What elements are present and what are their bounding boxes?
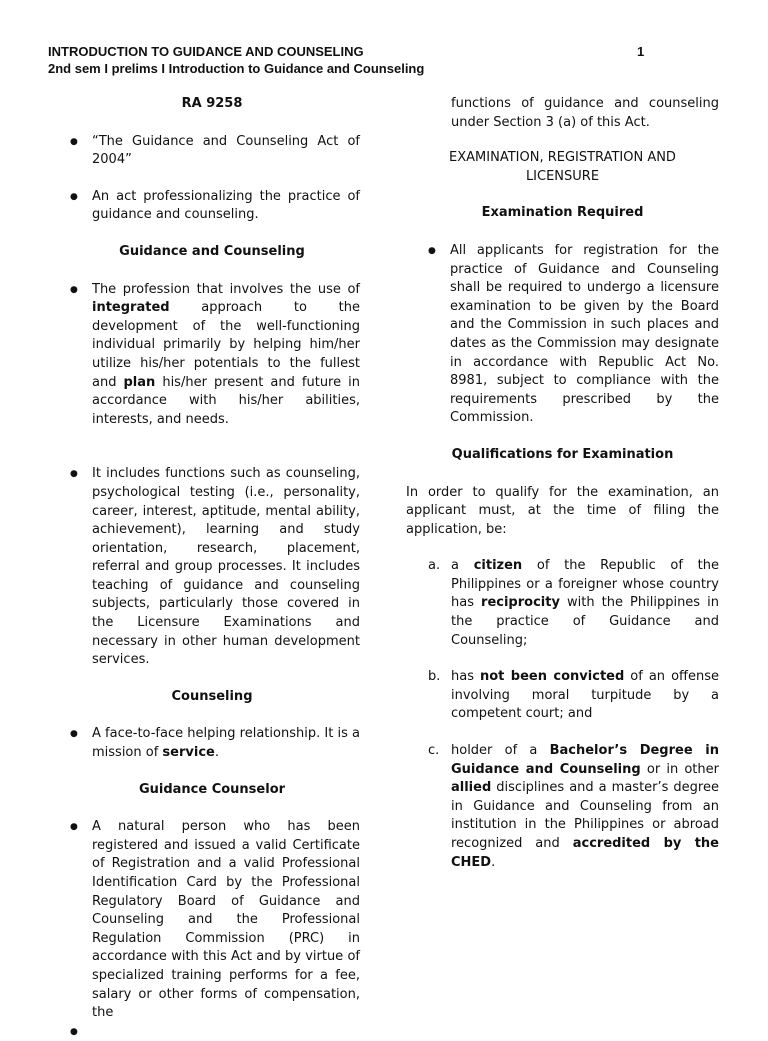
qualifications-list — [406, 557, 719, 872]
ra-heading: RA 9258 — [181, 96, 243, 111]
gc-heading: Guidance and Counseling — [119, 243, 305, 259]
gc-bullet-functions: ● It includes functions such as counseling, psychological testing (i.e., personality, career, interest, aptitude, mental ability, achievement), learning and study orientation, research, placement, referral and group processes. It includes teaching of guidance and counseling subjects, particularly those covered in the Licensure Examinations and necessary in other human development services. — [70, 465, 360, 670]
counseling-bullet-list — [70, 725, 360, 762]
page-number: 1 — [637, 44, 645, 59]
continuation-text: functions of guidance and counseling under Section 3 (a) of this Act. — [451, 96, 719, 130]
exam-bullet-list — [406, 242, 719, 428]
counselor-bullet-list — [70, 818, 360, 1041]
exam-registration-heading: EXAMINATION, REGISTRATION AND LICENSURE — [449, 150, 676, 184]
exam-bullet: ● All applicants for registration for the practice of Guidance and Counseling shall be required to undergo a licensure examination to be given by the Board and the Commission in such places and dates as the Commission may designate in accordance with Republic Act No. 8981, subject to compliance with the requirements prescribed by the Commission. — [428, 242, 719, 428]
qualifications-intro: In order to qualify for the examination, an applicant must, at the time of filing the application, be: — [406, 484, 719, 537]
qualification-item-a: a. a citizen of the Republic of the Philippines or a foreigner whose country has reciprocity with the Philippines in the practice of Guidance and Counseling; — [428, 558, 720, 648]
gc-bullet-list — [70, 281, 360, 670]
qualification-item-c: c. holder of a Bachelor’s Degree in Guidance and Counseling or in other allied disciplines and a master’s degree in Guidance and Counseling from an institution in the Philippines or abroad recognized and accredited by the CHED. — [428, 743, 719, 870]
counselor-bullet: ● A natural person who has been registered and issued a valid Certificate of Registration and a valid Professional Identification Card by the Professional Regulatory Board of Guidance and Counseling and the Professional Regulation Commission (PRC) in accordance with this Act and by virtue of specialized training performs for a fee, salary or other forms of compensation, the — [70, 818, 360, 1023]
counseling-heading: Counseling — [171, 688, 253, 704]
page-header-subtitle: 2nd sem I prelims I Introduction to Guidance and Counseling — [48, 61, 425, 76]
ra-bullet-list — [70, 133, 360, 225]
exam-required-heading: Examination Required — [481, 205, 644, 221]
ra-bullet-description: ● An act professionalizing the practice of guidance and counseling. — [70, 188, 360, 225]
page-header-title: INTRODUCTION TO GUIDANCE AND COUNSELING — [48, 44, 364, 59]
counseling-bullet: ● A face-to-face helping relationship. It is a mission of service. — [70, 725, 360, 762]
qualification-item-b: b. has not been convicted of an offense involving moral turpitude by a competent court; and — [428, 669, 719, 722]
qualifications-heading: Qualifications for Examination — [451, 446, 674, 462]
counselor-heading: Guidance Counselor — [138, 781, 286, 797]
ra-bullet-act-name: ● “The Guidance and Counseling Act of 2004” — [70, 133, 360, 170]
right-column — [406, 95, 719, 872]
empty-bullet — [70, 1023, 360, 1041]
left-column — [70, 95, 360, 1041]
gc-bullet-profession: ● The profession that involves the use of integrated approach to the development of the well-functioning individual primarily by helping him/her utilize his/her potentials to the fullest and plan his/her present and future in accordance with his/her abilities, interests, and needs. — [70, 281, 360, 430]
